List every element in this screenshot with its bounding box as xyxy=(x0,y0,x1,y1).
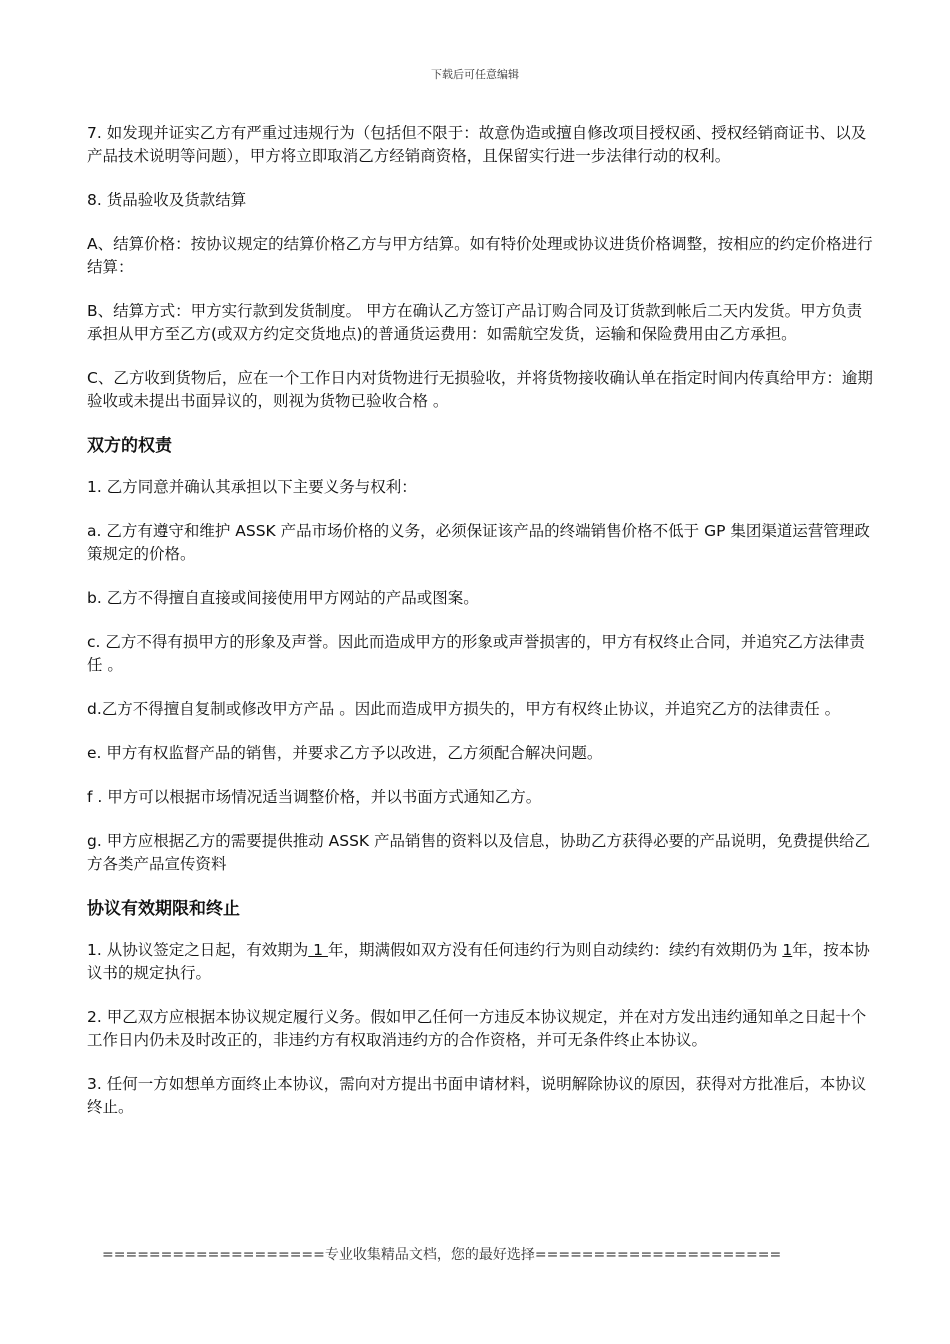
page-footer: ===================专业收集精品文档，您的最好选择===================== xyxy=(102,1247,782,1263)
term-item-1 xyxy=(87,939,877,985)
term-item-1-text-b: 年，期满假如双方没有任何违约行为则自动续约：续约有效期仍为 xyxy=(327,941,783,959)
rights-item-f: f . 甲方可以根据市场情况适当调整价格，并以书面方式通知乙方。 xyxy=(87,788,542,806)
clause-8a-settlement-price: A、结算价格：按协议规定的结算价格乙方与甲方结算。如有特价处理或协议进货价格调整，按相应的约定价格进行结算： xyxy=(87,235,873,276)
rights-item-c: c. 乙方不得有损甲方的形象及声誉。因此而造成甲方的形象或声誉损害的，甲方有权终止合同，并追究乙方法律责任 。 xyxy=(87,633,865,674)
rights-item-d: d.乙方不得擅自复制或修改甲方产品 。因此而造成甲方损失的，甲方有权终止协议，并追究乙方的法律责任 。 xyxy=(87,700,841,718)
term-item-1-text-a: 1. 从协议签定之日起，有效期为 xyxy=(87,941,309,959)
document-body xyxy=(87,122,877,1140)
page-header: 下载后可任意编辑 xyxy=(431,68,519,81)
term-item-3: 3. 任何一方如想单方面终止本协议，需向对方提出书面申请材料，说明解除协议的原因，获得对方批准后，本协议终止。 xyxy=(87,1075,867,1116)
rights-item-g: g. 甲方应根据乙方的需要提供推动 ASSK 产品销售的资料以及信息，协助乙方获得必要的产品说明，免费提供给乙方各类产品宣传资料 xyxy=(87,832,870,873)
term-item-1-text-c: 年，按本协议书的规定执行。 xyxy=(87,941,870,982)
rights-heading: 双方的权责 xyxy=(87,436,172,456)
clause-7: 7. 如发现并证实乙方有严重过违规行为（包括但不限于：故意伪造或擅自修改项目授权函、授权经销商证书、以及产品技术说明等问题），甲方将立即取消乙方经销商资格，且保留实行进一步法律行动的权利。 xyxy=(87,124,867,165)
rights-item-a: a. 乙方有遵守和维护 ASSK 产品市场价格的义务，必须保证该产品的终端销售价格不低于 GP 集团渠道运营管理政策规定的价格。 xyxy=(87,522,870,563)
clause-8b-settlement-method: B、结算方式：甲方实行款到发货制度。 甲方在确认乙方签订产品订购合同及订货款到帐后二天内发货。甲方负责承担从甲方至乙方(或双方约定交货地点)的普通货运费用：如需航空发货，运输和保险费用由乙方承担。 xyxy=(87,302,863,343)
rights-item-b: b. 乙方不得擅自直接或间接使用甲方网站的产品或图案。 xyxy=(87,589,479,607)
term-item-2: 2. 甲乙双方应根据本协议规定履行义务。假如甲乙任何一方违反本协议规定，并在对方发出违约通知单之日起十个工作日内仍未及时改正的，非违约方有权取消违约方的合作资格，并可无条件终止本协议。 xyxy=(87,1008,867,1049)
renewal-years-value: 1 xyxy=(782,941,793,959)
clause-8-title: 8. 货品验收及货款结算 xyxy=(87,191,247,209)
clause-8c-acceptance: C、乙方收到货物后，应在一个工作日内对货物进行无损验收，并将货物接收确认单在指定时间内传真给甲方：逾期验收或未提出书面异议的，则视为货物已验收合格 。 xyxy=(87,369,873,410)
rights-item-1: 1. 乙方同意并确认其承担以下主要义务与权利： xyxy=(87,478,417,496)
term-heading: 协议有效期限和终止 xyxy=(87,899,240,919)
rights-item-e: e. 甲方有权监督产品的销售，并要求乙方予以改进，乙方须配合解决问题。 xyxy=(87,744,603,762)
term-years-value: 1 xyxy=(308,941,328,959)
